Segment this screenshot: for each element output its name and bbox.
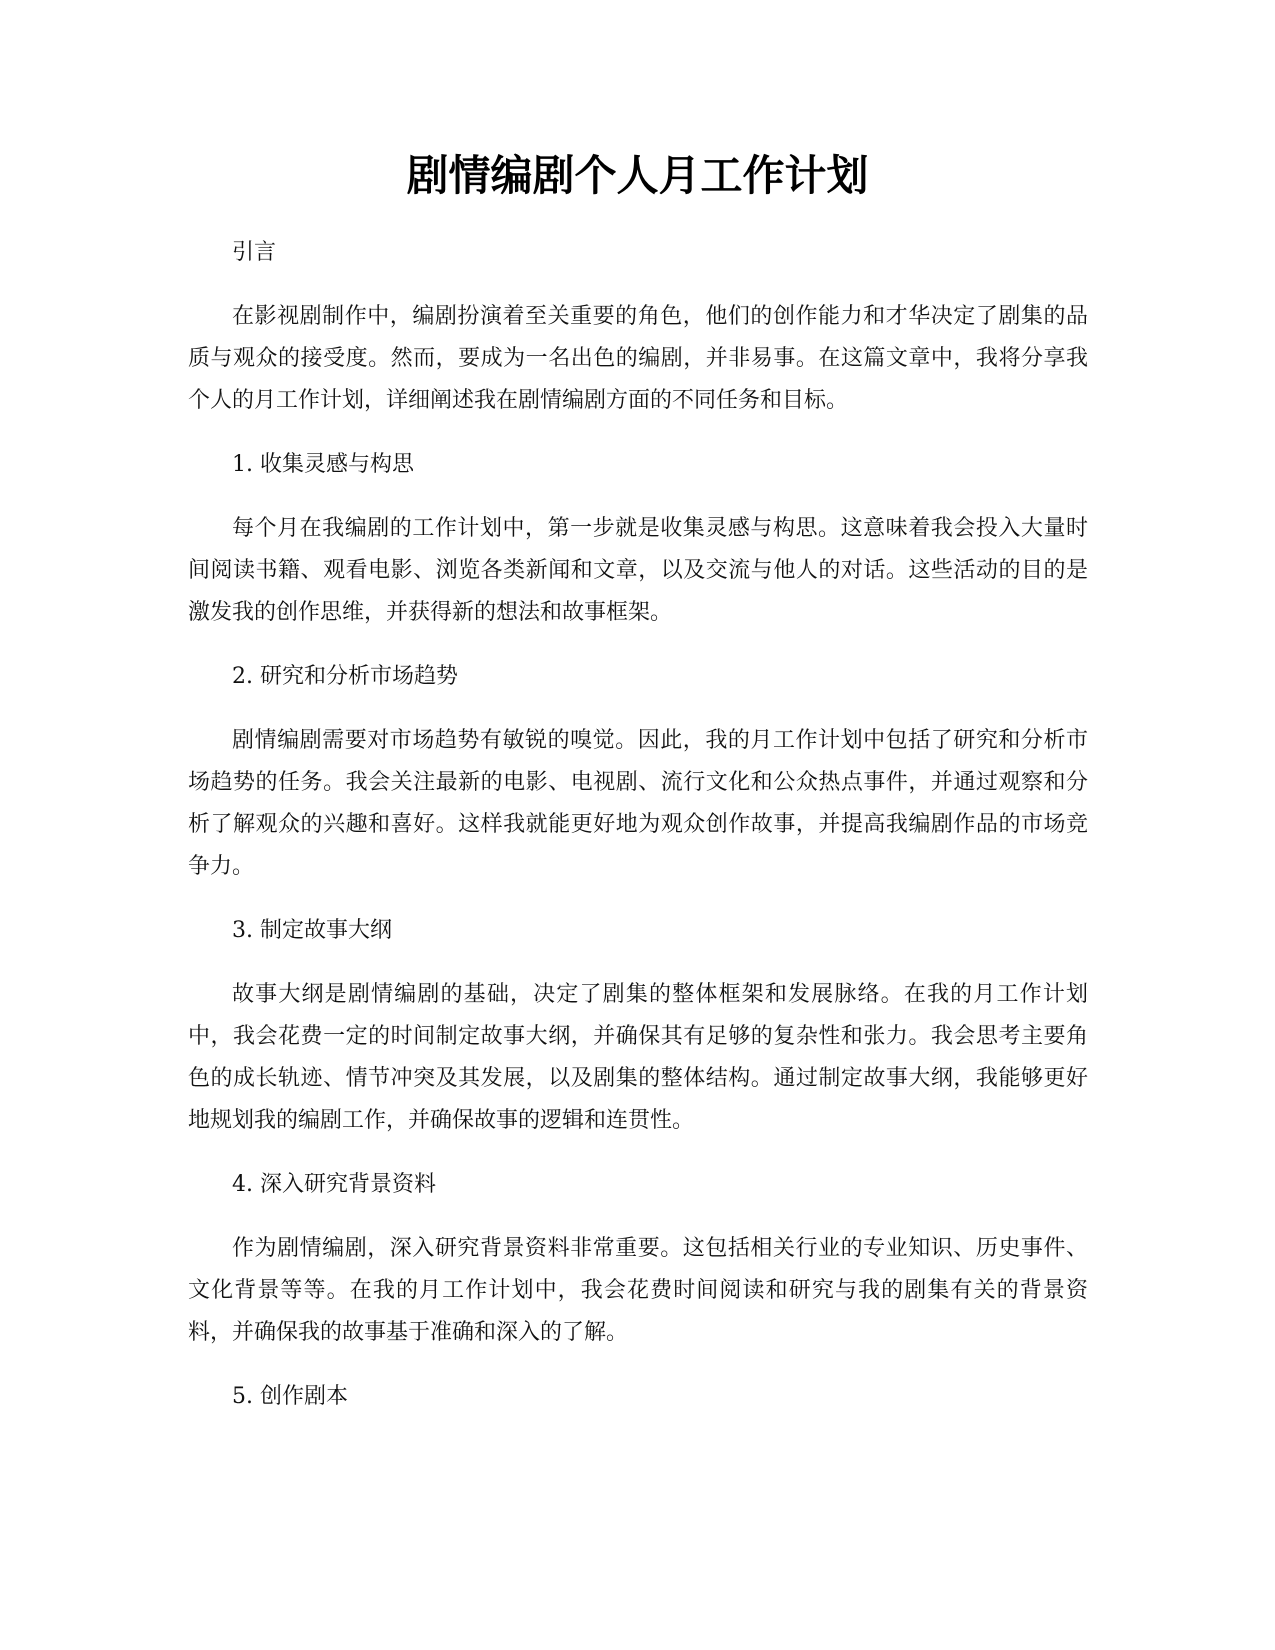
section-heading-2: 2. 研究和分析市场趋势 [232, 664, 458, 689]
spacer [188, 1142, 1088, 1170]
document-body [188, 238, 1088, 1412]
spacer [188, 888, 1088, 916]
section-paragraph-1: 每个月在我编剧的工作计划中，第一步就是收集灵感与构思。这意味着我会投入大量时间阅读书籍、观看电影、浏览各类新闻和文章，以及交流与他人的对话。这些活动的目的是激发我的创作思维，并获得新的想法和故事框架。 [188, 516, 1088, 625]
section-heading-4: 4. 深入研究背景资料 [232, 1172, 436, 1197]
section-paragraph-3: 故事大纲是剧情编剧的基础，决定了剧集的整体框架和发展脉络。在我的月工作计划中，我会花费一定的时间制定故事大纲，并确保其有足够的复杂性和张力。我会思考主要角色的成长轨迹、情节冲突及其发展，以及剧集的整体结构。通过制定故事大纲，我能够更好地规划我的编剧工作，并确保故事的逻辑和连贯性。 [188, 982, 1088, 1133]
section-paragraph-4: 作为剧情编剧，深入研究背景资料非常重要。这包括相关行业的专业知识、历史事件、文化背景等等。在我的月工作计划中，我会花费时间阅读和研究与我的剧集有关的背景资料，并确保我的故事基于准确和深入的了解。 [188, 1236, 1088, 1345]
document-title: 剧情编剧个人月工作计划 [406, 151, 869, 200]
spacer [188, 692, 1088, 720]
intro-paragraph: 在影视剧制作中，编剧扮演着至关重要的角色，他们的创作能力和才华决定了剧集的品质与观众的接受度。然而，要成为一名出色的编剧，并非易事。在这篇文章中，我将分享我个人的月工作计划，详细阐述我在剧情编剧方面的不同任务和目标。 [188, 304, 1088, 413]
section-heading-3: 3. 制定故事大纲 [232, 918, 392, 943]
section-heading-1: 1. 收集灵感与构思 [232, 452, 414, 477]
spacer [188, 268, 1088, 296]
spacer [188, 480, 1088, 508]
intro-heading: 引言 [232, 240, 277, 265]
spacer [188, 1200, 1088, 1228]
section-paragraph-2: 剧情编剧需要对市场趋势有敏锐的嗅觉。因此，我的月工作计划中包括了研究和分析市场趋势的任务。我会关注最新的电影、电视剧、流行文化和公众热点事件，并通过观察和分析了解观众的兴趣和喜好。这样我就能更好地为观众创作故事，并提高我编剧作品的市场竞争力。 [188, 728, 1088, 879]
spacer [188, 422, 1088, 450]
section-heading-5: 5. 创作剧本 [232, 1384, 348, 1409]
spacer [188, 1354, 1088, 1382]
spacer [188, 946, 1088, 974]
spacer [188, 634, 1088, 662]
